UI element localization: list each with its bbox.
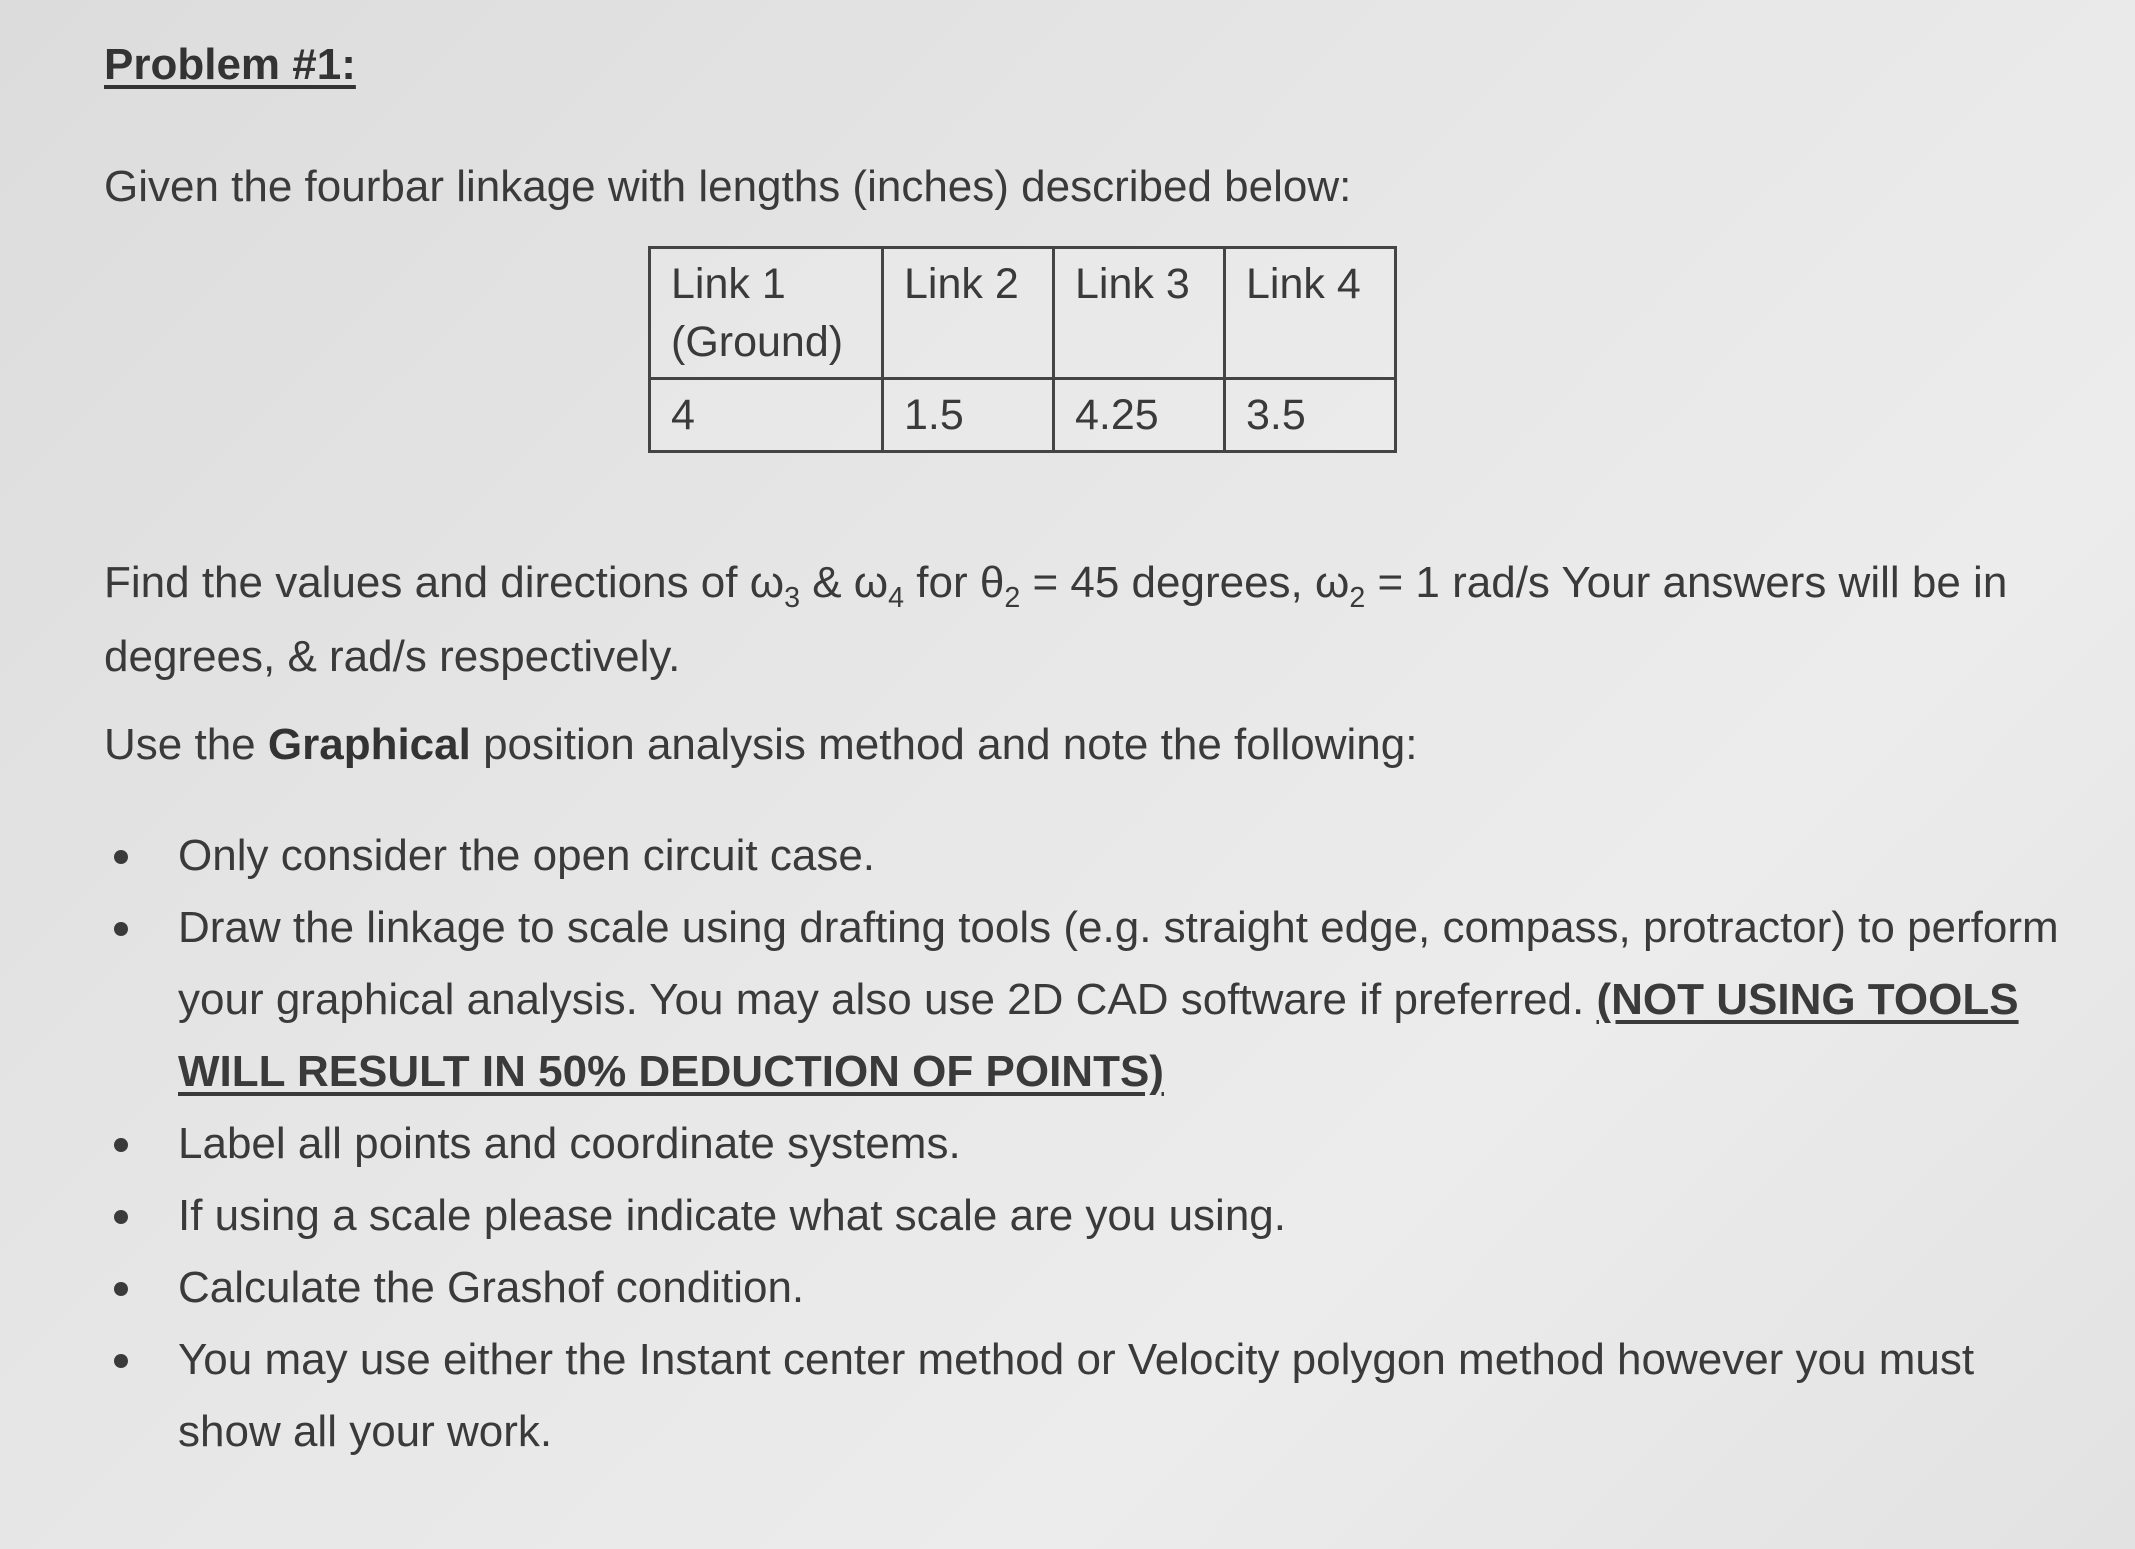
find-text-c: for θ bbox=[904, 558, 1005, 607]
bullet-icon bbox=[114, 1138, 128, 1152]
method-bold: Graphical bbox=[267, 720, 471, 769]
requirement-emphasis: (NOT USING TOOLS WILL RESULT IN 50% DEDUCTION OF POINTS) bbox=[178, 975, 2019, 1096]
find-sub-a: 3 bbox=[784, 581, 800, 614]
problem-title: Problem #1: bbox=[104, 40, 356, 89]
requirement-text: Label all points and coordinate systems. bbox=[178, 1119, 961, 1168]
bullet-icon bbox=[114, 1282, 128, 1296]
method-paragraph bbox=[104, 710, 2064, 780]
bullet-icon bbox=[114, 850, 128, 864]
header-link-2: Link 2 bbox=[883, 248, 1054, 379]
method-suffix: position analysis method and note the following: bbox=[470, 720, 1418, 769]
problem-body bbox=[104, 0, 2084, 1549]
value-link-3: 4.25 bbox=[1054, 379, 1225, 452]
header-link-4: Link 4 bbox=[1225, 248, 1396, 379]
find-text-e: = 1 rad/s Your answers will be in degrees, & rad/s respectively. bbox=[104, 558, 2008, 681]
method-prefix: Use the bbox=[104, 720, 268, 769]
bullet-icon bbox=[114, 922, 128, 936]
find-text-a: Find the values and directions of ω bbox=[104, 558, 785, 607]
header-link-1: Link 1 (Ground) bbox=[650, 248, 883, 379]
requirements-list bbox=[104, 820, 2064, 1468]
value-link-4: 3.5 bbox=[1225, 379, 1396, 452]
list-item bbox=[104, 820, 2064, 892]
bullet-icon bbox=[114, 1210, 128, 1224]
list-item bbox=[104, 892, 2064, 1108]
find-sub-b: 4 bbox=[888, 581, 905, 614]
requirement-text: Calculate the Grashof condition. bbox=[178, 1263, 805, 1312]
list-item bbox=[104, 1324, 2064, 1468]
problem-intro: Given the fourbar linkage with lengths (inches) described below: bbox=[104, 162, 1352, 211]
requirement-text: Only consider the open circuit case. bbox=[178, 831, 876, 880]
list-item bbox=[104, 1108, 2064, 1180]
value-link-1: 4 bbox=[650, 379, 883, 452]
requirement-text: If using a scale please indicate what scale are you using. bbox=[178, 1191, 1286, 1240]
find-paragraph bbox=[104, 548, 2064, 692]
find-sub-c: 2 bbox=[1004, 581, 1021, 614]
value-link-2: 1.5 bbox=[883, 379, 1054, 452]
find-sub-d: 2 bbox=[1349, 581, 1366, 614]
list-item bbox=[104, 1252, 2064, 1324]
list-item bbox=[104, 1180, 2064, 1252]
header-link-3: Link 3 bbox=[1054, 248, 1225, 379]
find-text-d: = 45 degrees, ω bbox=[1020, 558, 1350, 607]
find-text-b: & ω bbox=[799, 558, 889, 607]
requirement-text: You may use either the Instant center method or Velocity polygon method however you must show all your work. bbox=[178, 1335, 1975, 1456]
requirement-text: Draw the linkage to scale using drafting tools (e.g. straight edge, compass, protractor) to perform your graphical analysis. You may also use 2D CAD software if preferred. bbox=[178, 903, 2059, 1024]
bullet-icon bbox=[114, 1354, 128, 1368]
